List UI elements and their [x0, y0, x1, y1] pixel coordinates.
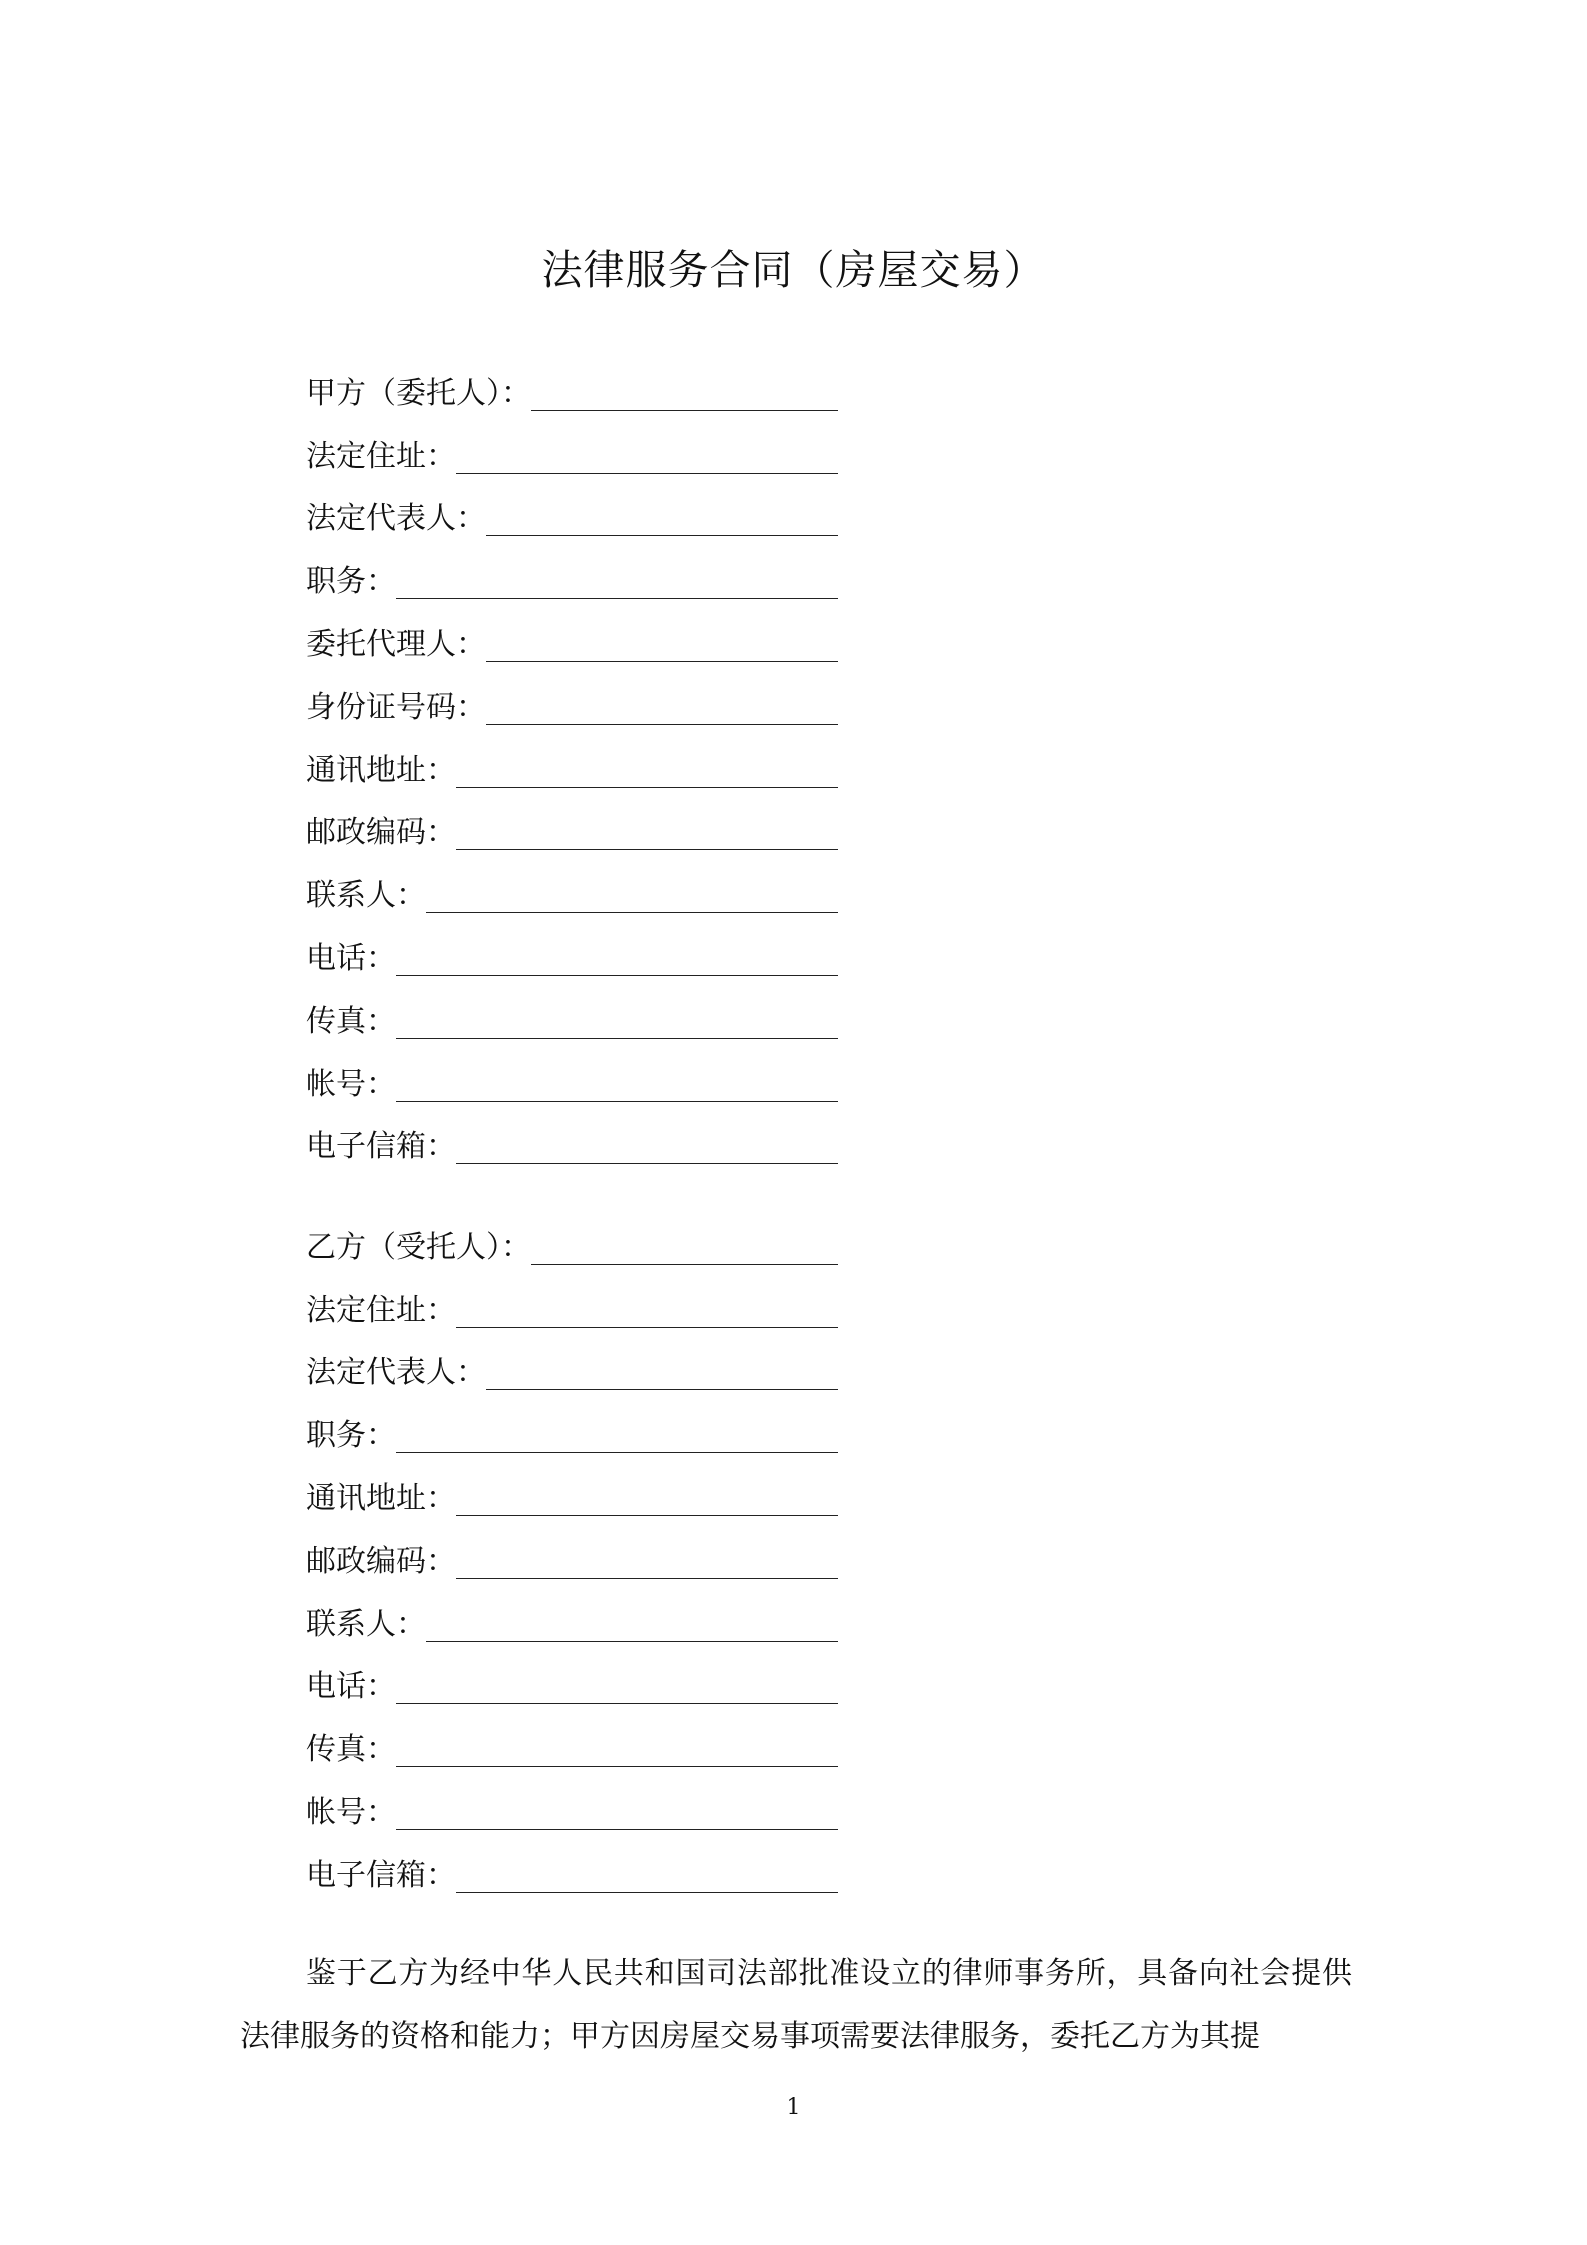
field-label: 法定住址： [306, 438, 456, 474]
field-label: 职务： [306, 564, 396, 600]
fill-in-line [456, 1892, 838, 1893]
field-label: 电子信箱： [306, 1129, 456, 1165]
document-title: 法律服务合同（房屋交易） [541, 246, 1046, 294]
fill-in-line [456, 787, 838, 788]
field-label: 联系人： [306, 1606, 426, 1642]
fill-in-line [486, 535, 838, 536]
field-row-legal-representative [306, 1342, 838, 1405]
field-row-legal-address [306, 1279, 838, 1342]
field-label: 邮政编码： [306, 815, 456, 851]
field-label: 法定代表人： [306, 1355, 486, 1391]
fill-in-line [396, 1766, 838, 1767]
field-row-email [306, 1116, 838, 1179]
field-label: 身份证号码： [306, 689, 486, 725]
field-label: 职务： [306, 1418, 396, 1454]
field-label: 传真： [306, 1003, 396, 1039]
field-row-contact-person [306, 1593, 838, 1656]
fill-in-line [456, 473, 838, 474]
field-label: 乙方（受托人）： [306, 1229, 531, 1265]
field-label: 邮政编码： [306, 1543, 456, 1579]
field-row-contact-person [306, 864, 838, 927]
field-row-party-b-name [306, 1216, 838, 1279]
field-row-postal-code [306, 802, 838, 865]
field-label: 法定住址： [306, 1292, 456, 1328]
field-label: 传真： [306, 1732, 396, 1768]
fill-in-line [396, 1452, 838, 1453]
fill-in-line [396, 1101, 838, 1102]
fill-in-line [396, 975, 838, 976]
field-label: 帐号： [306, 1066, 396, 1102]
fill-in-line [456, 1163, 838, 1164]
field-row-mailing-address [306, 1467, 838, 1530]
field-row-account-number [306, 1053, 838, 1116]
field-row-mailing-address [306, 739, 838, 802]
field-row-legal-address [306, 425, 838, 488]
field-row-email [306, 1844, 838, 1907]
field-label: 法定代表人： [306, 501, 486, 537]
field-row-party-a-name [306, 362, 838, 425]
party-b-section [306, 1216, 838, 1907]
field-label: 委托代理人： [306, 626, 486, 662]
fill-in-line [531, 1264, 838, 1265]
fill-in-line [396, 1703, 838, 1704]
field-label: 联系人： [306, 878, 426, 914]
field-label: 帐号： [306, 1794, 396, 1830]
field-label: 通讯地址： [306, 1480, 456, 1516]
field-row-position [306, 550, 838, 613]
fill-in-line [396, 598, 838, 599]
field-label: 电话： [306, 1669, 396, 1705]
fill-in-line [456, 1515, 838, 1516]
fill-in-line [426, 912, 838, 913]
field-row-phone [306, 927, 838, 990]
field-label: 电子信箱： [306, 1857, 456, 1893]
fill-in-line [396, 1829, 838, 1830]
fill-in-line [456, 1578, 838, 1579]
field-label: 甲方（委托人）： [306, 375, 531, 411]
field-row-authorized-agent [306, 613, 838, 676]
field-row-fax [306, 1718, 838, 1781]
body-paragraph: 鉴于乙方为经中华人民共和国司法部批准设立的律师事务所，具备向社会提供法律服务的资格和能力；甲方因房屋交易事项需要法律服务，委托乙方为其提 [240, 1956, 1352, 2054]
party-a-section [306, 362, 838, 1178]
field-row-id-number [306, 676, 838, 739]
page-number: 1 [786, 2095, 801, 2120]
fill-in-line [396, 1038, 838, 1039]
field-row-fax [306, 990, 838, 1053]
fill-in-line [531, 410, 838, 411]
fill-in-line [456, 1327, 838, 1328]
fill-in-line [486, 1389, 838, 1390]
field-row-account-number [306, 1781, 838, 1844]
fill-in-line [486, 724, 838, 725]
field-label: 电话： [306, 940, 396, 976]
fill-in-line [426, 1641, 838, 1642]
fill-in-line [486, 661, 838, 662]
field-row-postal-code [306, 1530, 838, 1593]
field-label: 通讯地址： [306, 752, 456, 788]
field-row-position [306, 1404, 838, 1467]
field-row-legal-representative [306, 488, 838, 551]
fill-in-line [456, 849, 838, 850]
field-row-phone [306, 1656, 838, 1719]
